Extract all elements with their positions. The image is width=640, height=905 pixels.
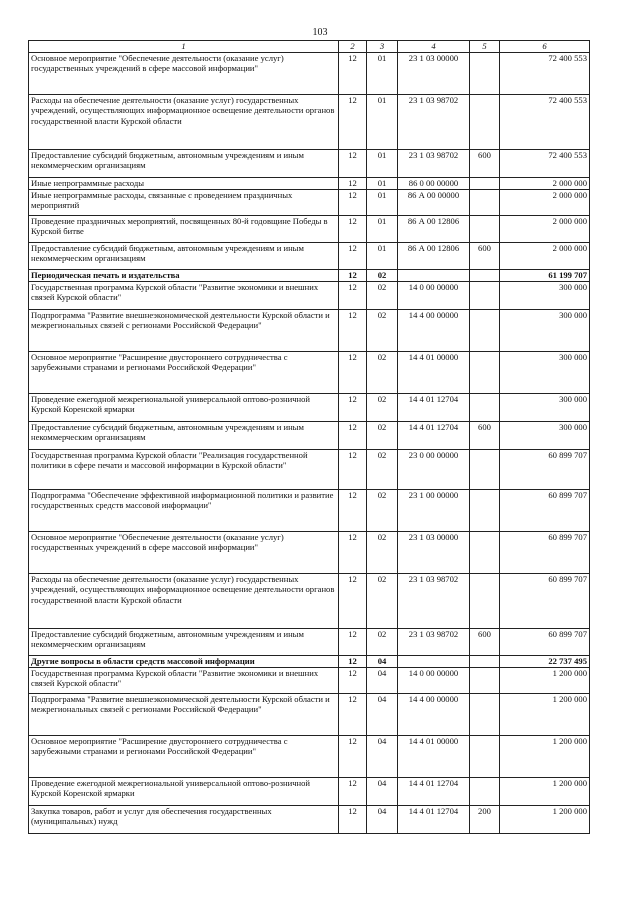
row-name-cell: Подпрограмма "Развитие внешнеэкономической деятельности Курской области и межрегиональных связей с регионами Российской Федерации" xyxy=(29,694,339,736)
table-row xyxy=(29,778,590,806)
row-section-cell: 12 xyxy=(339,574,367,629)
row-amount-cell: 300 000 xyxy=(500,352,590,394)
table-row xyxy=(29,694,590,736)
row-expense-type-cell xyxy=(470,450,500,490)
row-target-code-cell: 14 4 01 12704 xyxy=(398,394,470,422)
row-amount-cell: 22 737 495 xyxy=(500,656,590,668)
row-expense-type-cell xyxy=(470,310,500,352)
row-amount-cell: 300 000 xyxy=(500,394,590,422)
row-expense-type-cell xyxy=(470,778,500,806)
table-body xyxy=(29,53,590,834)
row-expense-type-cell xyxy=(470,282,500,310)
row-section-cell: 12 xyxy=(339,736,367,778)
row-subsection-cell: 02 xyxy=(367,270,398,282)
row-subsection-cell: 01 xyxy=(367,190,398,216)
row-subsection-cell: 02 xyxy=(367,629,398,656)
column-header: 1 xyxy=(29,41,339,53)
table-row xyxy=(29,150,590,178)
row-target-code-cell: 23 1 03 00000 xyxy=(398,532,470,574)
row-subsection-cell: 01 xyxy=(367,216,398,243)
row-subsection-cell: 02 xyxy=(367,574,398,629)
row-section-cell: 12 xyxy=(339,806,367,834)
row-expense-type-cell: 600 xyxy=(470,629,500,656)
row-section-cell: 12 xyxy=(339,668,367,694)
row-name-cell: Государственная программа Курской области "Развитие экономики и внешних связей Курской области" xyxy=(29,668,339,694)
page-number: 103 xyxy=(312,27,328,38)
row-amount-cell: 2 000 000 xyxy=(500,178,590,190)
row-target-code-cell: 86 0 00 00000 xyxy=(398,178,470,190)
row-target-code-cell: 14 0 00 00000 xyxy=(398,282,470,310)
row-name-cell: Подпрограмма "Развитие внешнеэкономической деятельности Курской области и межрегиональных связей с регионами Российской Федерации" xyxy=(29,310,339,352)
table-row xyxy=(29,352,590,394)
row-expense-type-cell xyxy=(470,736,500,778)
row-expense-type-cell xyxy=(470,656,500,668)
row-name-cell: Государственная программа Курской области "Развитие экономики и внешних связей Курской области" xyxy=(29,282,339,310)
row-amount-cell: 2 000 000 xyxy=(500,216,590,243)
row-name-cell: Предоставление субсидий бюджетным, автономным учреждениям и иным некоммерческим организациям xyxy=(29,629,339,656)
row-amount-cell: 72 400 553 xyxy=(500,53,590,95)
row-section-cell: 12 xyxy=(339,532,367,574)
table-row xyxy=(29,53,590,95)
row-expense-type-cell: 600 xyxy=(470,150,500,178)
table-row xyxy=(29,216,590,243)
row-name-cell: Основное мероприятие "Расширение двустороннего сотрудничества с зарубежными странами и регионами Российской Федерации" xyxy=(29,352,339,394)
row-amount-cell: 300 000 xyxy=(500,310,590,352)
row-subsection-cell: 01 xyxy=(367,243,398,270)
row-name-cell: Расходы на обеспечение деятельности (оказание услуг) государственных учреждений, осуществляющих информационное освещение деятельности органов государственной власти Курской области xyxy=(29,95,339,150)
row-target-code-cell: 23 1 03 98702 xyxy=(398,150,470,178)
row-subsection-cell: 02 xyxy=(367,450,398,490)
row-section-cell: 12 xyxy=(339,694,367,736)
row-subsection-cell: 02 xyxy=(367,394,398,422)
row-expense-type-cell xyxy=(470,490,500,532)
column-header: 3 xyxy=(367,41,398,53)
row-name-cell: Предоставление субсидий бюджетным, автономным учреждениям и иным некоммерческим организациям xyxy=(29,243,339,270)
column-header: 5 xyxy=(470,41,500,53)
row-expense-type-cell xyxy=(470,190,500,216)
table-row xyxy=(29,270,590,282)
column-header: 2 xyxy=(339,41,367,53)
row-subsection-cell: 01 xyxy=(367,95,398,150)
row-amount-cell: 60 899 707 xyxy=(500,532,590,574)
row-expense-type-cell xyxy=(470,574,500,629)
row-amount-cell: 61 199 707 xyxy=(500,270,590,282)
table-row xyxy=(29,394,590,422)
row-target-code-cell: 23 1 03 98702 xyxy=(398,574,470,629)
row-expense-type-cell xyxy=(470,352,500,394)
table-row xyxy=(29,243,590,270)
row-name-cell: Основное мероприятие "Обеспечение деятельности (оказание услуг) государственных учреждений в сфере массовой информации" xyxy=(29,532,339,574)
row-section-cell: 12 xyxy=(339,450,367,490)
row-expense-type-cell xyxy=(470,668,500,694)
row-name-cell: Другие вопросы в области средств массовой информации xyxy=(29,656,339,668)
row-name-cell: Проведение ежегодной межрегиональной универсальной оптово-розничной Курской Коренской ярмарки xyxy=(29,394,339,422)
row-name-cell: Расходы на обеспечение деятельности (оказание услуг) государственных учреждений, осуществляющих информационное освещение деятельности органов государственной власти Курской области xyxy=(29,574,339,629)
row-expense-type-cell: 600 xyxy=(470,422,500,450)
row-target-code-cell: 14 4 01 00000 xyxy=(398,352,470,394)
row-expense-type-cell xyxy=(470,216,500,243)
table-header-row xyxy=(29,41,590,53)
row-target-code-cell: 14 4 01 12704 xyxy=(398,422,470,450)
row-name-cell: Проведение праздничных мероприятий, посвященных 80-й годовщине Победы в Курской битве xyxy=(29,216,339,243)
row-name-cell: Основное мероприятие "Обеспечение деятельности (оказание услуг) государственных учреждений в сфере массовой информации" xyxy=(29,53,339,95)
row-target-code-cell: 86 А 00 00000 xyxy=(398,190,470,216)
row-name-cell: Подпрограмма "Обеспечение эффективной информационной политики и развитие государственных средств массовой информации" xyxy=(29,490,339,532)
row-expense-type-cell: 200 xyxy=(470,806,500,834)
row-expense-type-cell xyxy=(470,270,500,282)
row-name-cell: Проведение ежегодной межрегиональной универсальной оптово-розничной Курской Коренской ярмарки xyxy=(29,778,339,806)
row-section-cell: 12 xyxy=(339,190,367,216)
table-row xyxy=(29,806,590,834)
row-subsection-cell: 04 xyxy=(367,736,398,778)
row-section-cell: 12 xyxy=(339,490,367,532)
row-amount-cell: 1 200 000 xyxy=(500,778,590,806)
row-subsection-cell: 01 xyxy=(367,150,398,178)
row-section-cell: 12 xyxy=(339,216,367,243)
table-row xyxy=(29,490,590,532)
row-target-code-cell: 23 1 03 98702 xyxy=(398,629,470,656)
row-subsection-cell: 02 xyxy=(367,422,398,450)
table-row xyxy=(29,450,590,490)
column-header: 4 xyxy=(398,41,470,53)
row-amount-cell: 60 899 707 xyxy=(500,629,590,656)
row-name-cell: Закупка товаров, работ и услуг для обеспечения государственных (муниципальных) нужд xyxy=(29,806,339,834)
row-amount-cell: 2 000 000 xyxy=(500,243,590,270)
row-subsection-cell: 02 xyxy=(367,282,398,310)
row-expense-type-cell xyxy=(470,53,500,95)
row-name-cell: Предоставление субсидий бюджетным, автономным учреждениям и иным некоммерческим организациям xyxy=(29,150,339,178)
table-row xyxy=(29,656,590,668)
budget-table xyxy=(28,40,590,834)
row-section-cell: 12 xyxy=(339,282,367,310)
row-section-cell: 12 xyxy=(339,270,367,282)
table-row xyxy=(29,310,590,352)
row-amount-cell: 2 000 000 xyxy=(500,190,590,216)
row-target-code-cell: 14 4 01 12704 xyxy=(398,806,470,834)
row-target-code-cell: 23 1 03 98702 xyxy=(398,95,470,150)
row-amount-cell: 1 200 000 xyxy=(500,694,590,736)
row-subsection-cell: 04 xyxy=(367,806,398,834)
row-target-code-cell xyxy=(398,656,470,668)
row-expense-type-cell xyxy=(470,694,500,736)
row-name-cell: Периодическая печать и издательства xyxy=(29,270,339,282)
row-amount-cell: 1 200 000 xyxy=(500,806,590,834)
row-target-code-cell: 14 4 00 00000 xyxy=(398,310,470,352)
table-row xyxy=(29,668,590,694)
row-section-cell: 12 xyxy=(339,53,367,95)
row-section-cell: 12 xyxy=(339,310,367,352)
row-expense-type-cell xyxy=(470,95,500,150)
row-section-cell: 12 xyxy=(339,352,367,394)
table-row xyxy=(29,190,590,216)
row-name-cell: Иные непрограммные расходы xyxy=(29,178,339,190)
row-subsection-cell: 02 xyxy=(367,310,398,352)
row-target-code-cell: 14 4 01 00000 xyxy=(398,736,470,778)
row-section-cell: 12 xyxy=(339,394,367,422)
row-expense-type-cell: 600 xyxy=(470,243,500,270)
row-subsection-cell: 02 xyxy=(367,532,398,574)
row-subsection-cell: 04 xyxy=(367,778,398,806)
row-amount-cell: 72 400 553 xyxy=(500,95,590,150)
row-section-cell: 12 xyxy=(339,95,367,150)
row-target-code-cell: 23 1 03 00000 xyxy=(398,53,470,95)
row-amount-cell: 1 200 000 xyxy=(500,736,590,778)
row-section-cell: 12 xyxy=(339,178,367,190)
row-section-cell: 12 xyxy=(339,656,367,668)
row-target-code-cell: 23 0 00 00000 xyxy=(398,450,470,490)
row-target-code-cell: 23 1 00 00000 xyxy=(398,490,470,532)
row-amount-cell: 300 000 xyxy=(500,422,590,450)
row-target-code-cell: 14 4 00 00000 xyxy=(398,694,470,736)
row-subsection-cell: 01 xyxy=(367,178,398,190)
row-section-cell: 12 xyxy=(339,422,367,450)
table-row xyxy=(29,629,590,656)
table-row xyxy=(29,574,590,629)
row-name-cell: Предоставление субсидий бюджетным, автономным учреждениям и иным некоммерческим организациям xyxy=(29,422,339,450)
row-section-cell: 12 xyxy=(339,778,367,806)
row-subsection-cell: 04 xyxy=(367,694,398,736)
table-row xyxy=(29,532,590,574)
row-target-code-cell: 14 0 00 00000 xyxy=(398,668,470,694)
row-amount-cell: 60 899 707 xyxy=(500,574,590,629)
row-amount-cell: 60 899 707 xyxy=(500,450,590,490)
row-amount-cell: 1 200 000 xyxy=(500,668,590,694)
row-target-code-cell xyxy=(398,270,470,282)
row-section-cell: 12 xyxy=(339,629,367,656)
row-subsection-cell: 02 xyxy=(367,352,398,394)
row-name-cell: Основное мероприятие "Расширение двустороннего сотрудничества с зарубежными странами и регионами Российской Федерации" xyxy=(29,736,339,778)
table-row xyxy=(29,422,590,450)
row-subsection-cell: 04 xyxy=(367,668,398,694)
row-section-cell: 12 xyxy=(339,150,367,178)
row-target-code-cell: 14 4 01 12704 xyxy=(398,778,470,806)
row-subsection-cell: 02 xyxy=(367,490,398,532)
row-target-code-cell: 86 А 00 12806 xyxy=(398,243,470,270)
table-row xyxy=(29,178,590,190)
row-section-cell: 12 xyxy=(339,243,367,270)
row-target-code-cell: 86 А 00 12806 xyxy=(398,216,470,243)
table-row xyxy=(29,736,590,778)
table-row xyxy=(29,95,590,150)
row-amount-cell: 60 899 707 xyxy=(500,490,590,532)
row-expense-type-cell xyxy=(470,394,500,422)
row-amount-cell: 300 000 xyxy=(500,282,590,310)
row-name-cell: Иные непрограммные расходы, связанные с проведением праздничных мероприятий xyxy=(29,190,339,216)
table-row xyxy=(29,282,590,310)
column-header: 6 xyxy=(500,41,590,53)
row-name-cell: Государственная программа Курской области "Реализация государственной политики в сфере печати и массовой информации в Курской области" xyxy=(29,450,339,490)
row-expense-type-cell xyxy=(470,178,500,190)
row-subsection-cell: 04 xyxy=(367,656,398,668)
row-amount-cell: 72 400 553 xyxy=(500,150,590,178)
row-expense-type-cell xyxy=(470,532,500,574)
row-subsection-cell: 01 xyxy=(367,53,398,95)
